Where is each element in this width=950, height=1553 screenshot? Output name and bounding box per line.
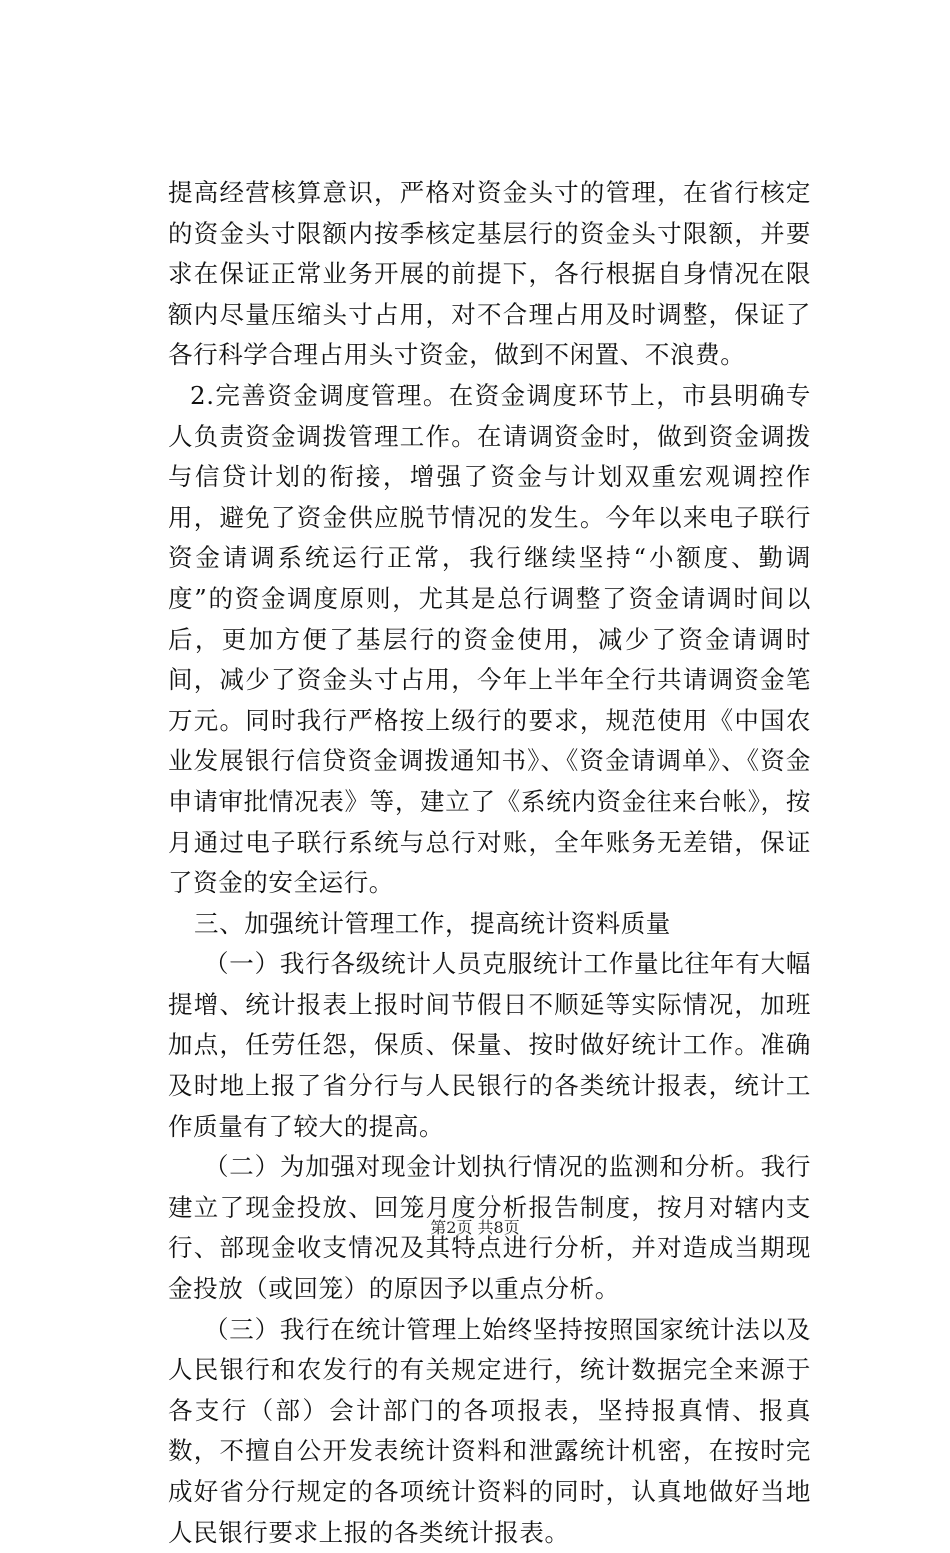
paragraph-statistics-1: （一）我行各级统计人员克服统计工作量比往年有大幅提增、统计报表上报时间节假日不顺延等实际情况，加班加点，任劳任怨，保质、保量、按时做好统计工作。准确及时地上报了省分行与人民银行的各类统计报表，统计工作质量有了较大的提高。 xyxy=(168,949,811,1141)
page-number-footer: 第2页 共8页 xyxy=(430,1218,520,1237)
paragraph-statistics-2: （二）为加强对现金计划执行情况的监测和分析。我行建立了现金投放、回笼月度分析报告制度，按月对辖内支行、部现金收支情况及其特点进行分析，并对造成当期现金投放（或回笼）的原因予以重点分析。 xyxy=(168,1152,811,1304)
paragraph-funds-position: 提高经营核算意识，严格对资金头寸的管理，在省行核定的资金头寸限额内按季核定基层行的资金头寸限额，并要求在保证正常业务开展的前提下，各行根据自身情况在限额内尽量压缩头寸占用，对不合理占用及时调整，保证了各行科学合理占用头寸资金，做到不闲置、不浪费。 xyxy=(168,178,811,370)
paragraph-statistics-3: （三）我行在统计管理上始终坚持按照国家统计法以及人民银行和农发行的有关规定进行，统计数据完全来源于各支行（部）会计部门的各项报表，坚持报真情、报真数，不擅自公开发表统计资料和泄露统计机密，在按时完成好省分行规定的各项统计资料的同时，认真地做好当地人民银行要求上报的各类统计报表。 xyxy=(168,1314,811,1547)
section-heading-statistics: 三、加强统计管理工作，提高统计资料质量 xyxy=(194,908,671,938)
document-body xyxy=(168,173,811,1553)
paragraph-fund-dispatch: 2.完善资金调度管理。在资金调度环节上，市县明确专人负责资金调拨管理工作。在请调资金时，做到资金调拨与信贷计划的衔接，增强了资金与计划双重宏观调控作用，避免了资金供应脱节情况的发生。今年以来电子联行资金请调系统运行正常，我行继续坚持“小额度、勤调度”的资金调度原则，尤其是总行调整了资金请调时间以后，更加方便了基层行的资金使用，减少了资金请调时间，减少了资金头寸占用，今年上半年全行共请调资金笔万元。同时我行严格按上级行的要求，规范使用《中国农业发展银行信贷资金调拨通知书》、《资金请调单》、《资金申请审批情况表》等，建立了《系统内资金往来台帐》，按月通过电子联行系统与总行对账，全年账务无差错，保证了资金的安全运行。 xyxy=(168,380,811,898)
